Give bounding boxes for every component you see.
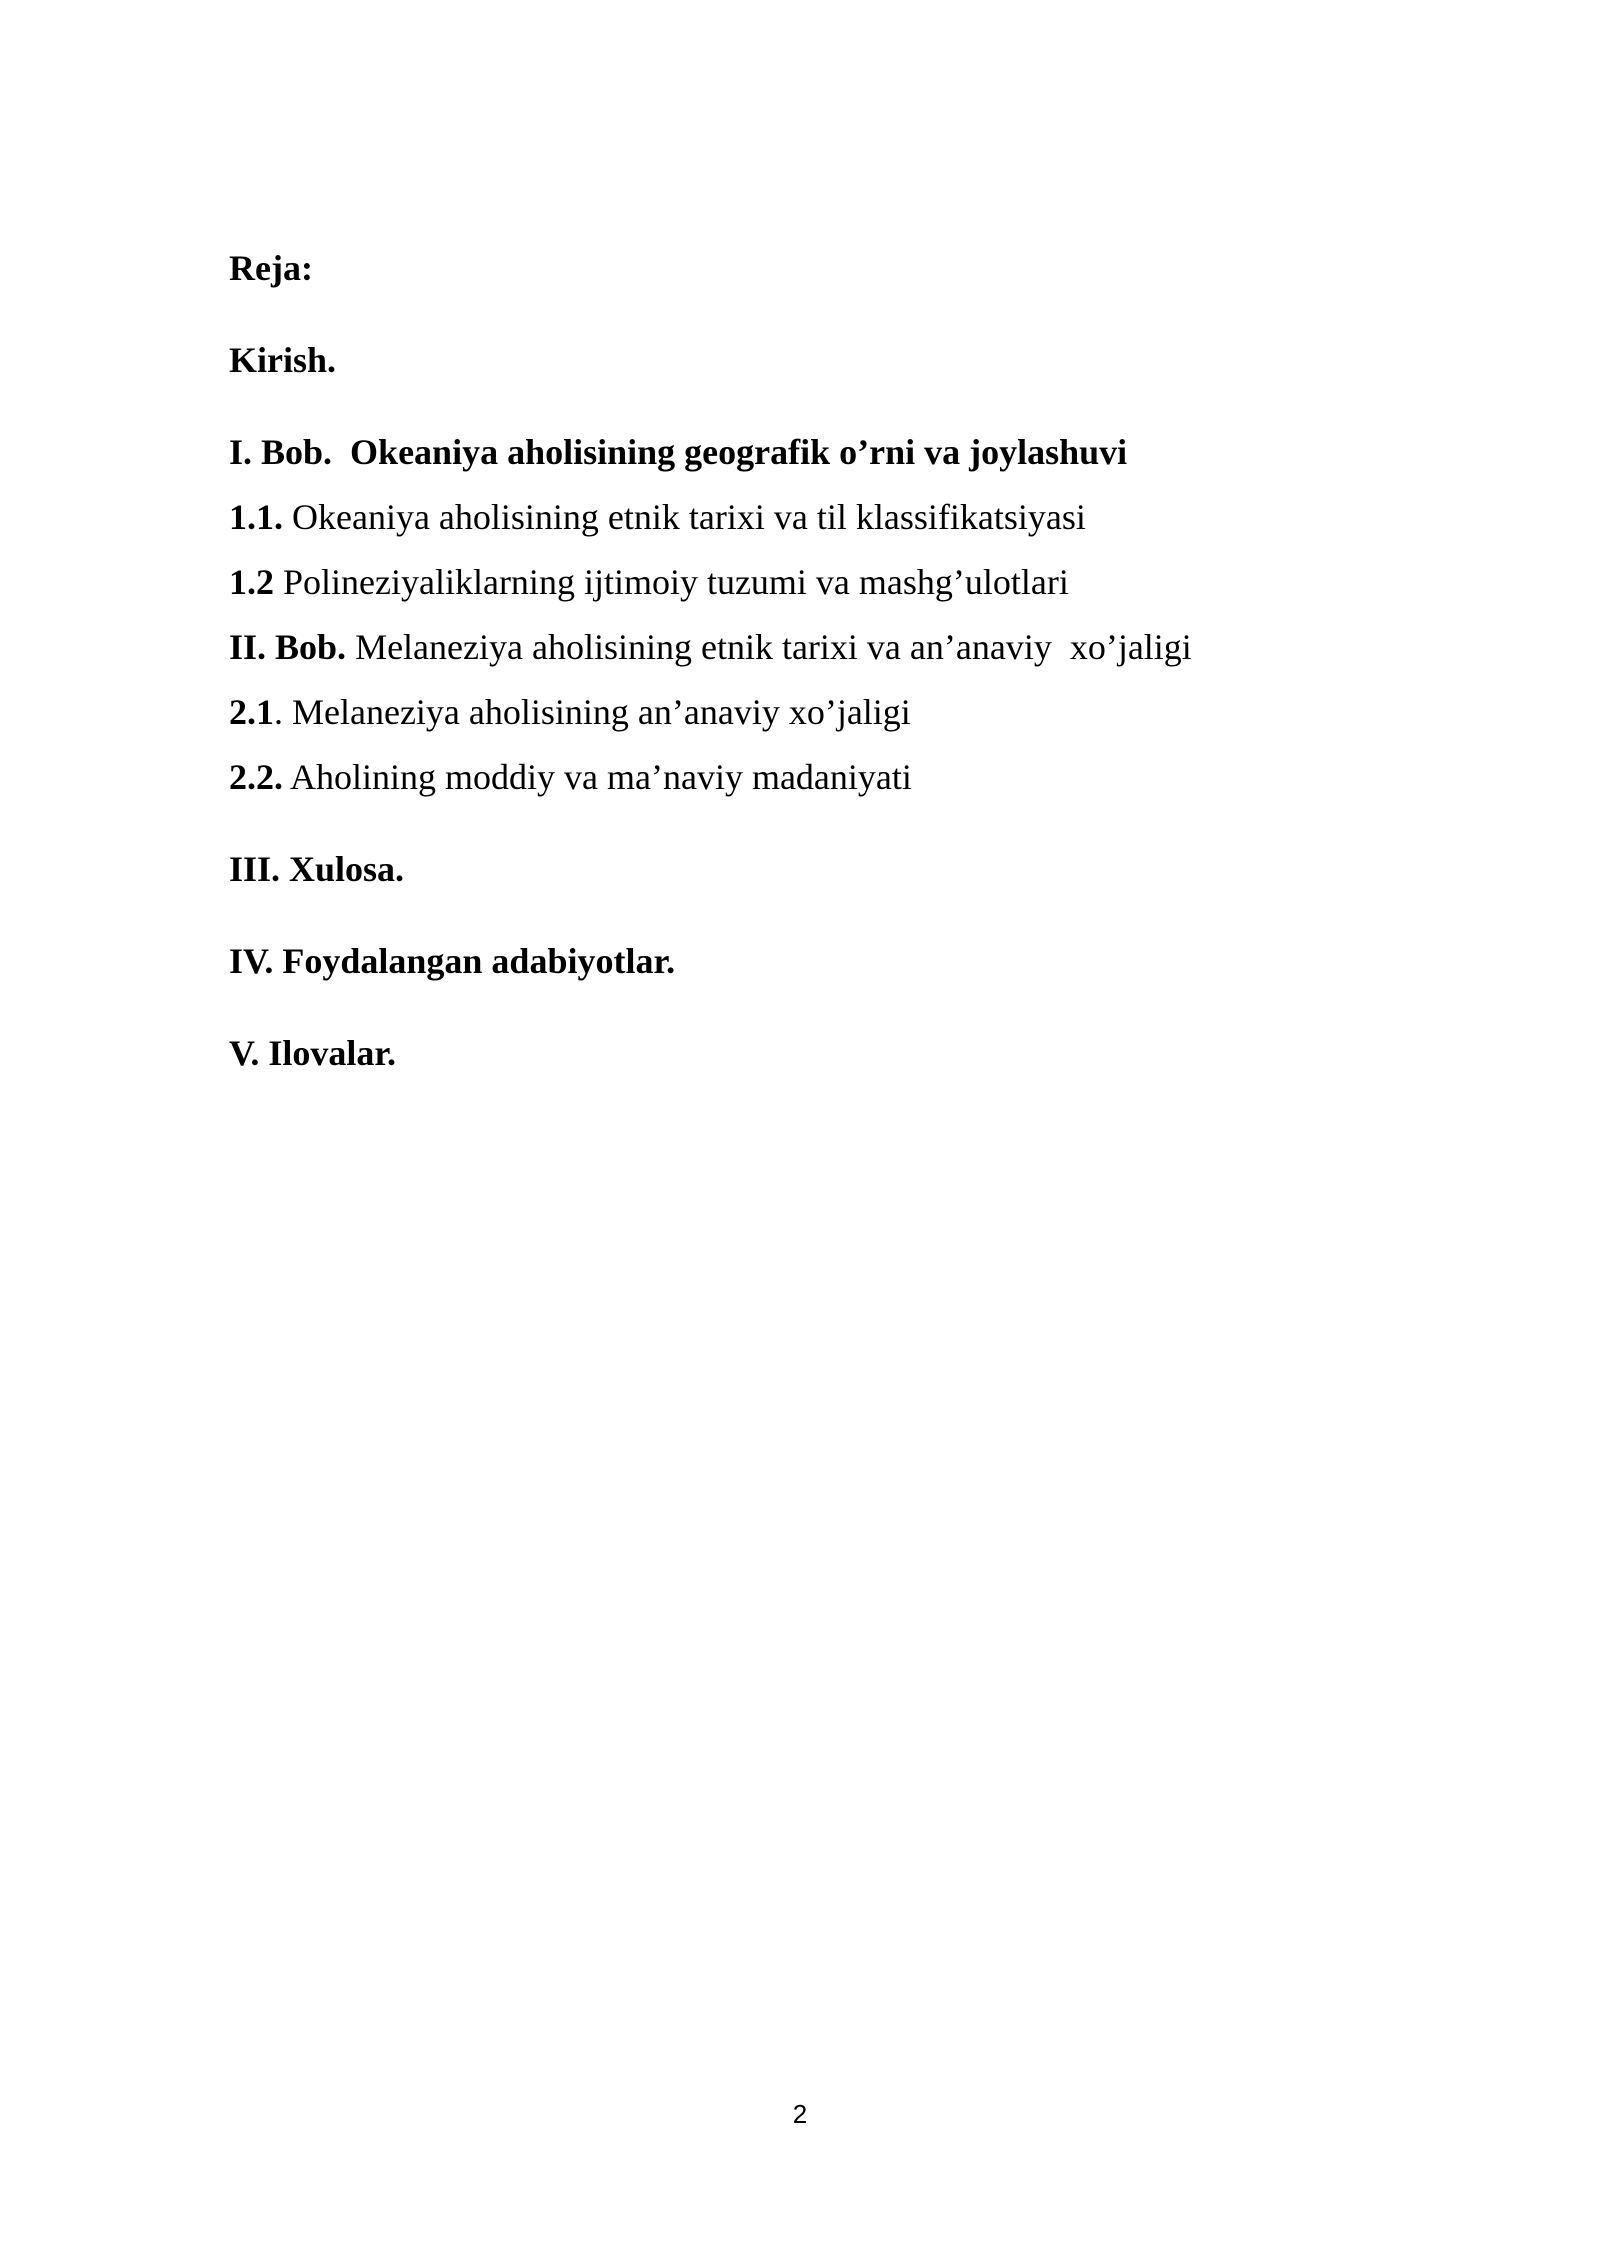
page-number: 2 <box>792 2099 808 2129</box>
toc-item-label: V. Ilovalar. <box>229 1033 397 1073</box>
toc-item-appendices <box>229 1031 396 1075</box>
toc-item-1-2 <box>229 560 1069 604</box>
toc-item-text: Okeaniya aholisining geografik o’rni va joylashuvi <box>332 432 1128 472</box>
toc-item-label: IV. Foydalangan adabiyotlar. <box>229 941 676 981</box>
toc-item-number: 1.2 <box>229 562 274 602</box>
toc-item-text: Aholining moddiy va ma’naviy madaniyati <box>283 757 912 797</box>
toc-item-conclusion <box>229 847 404 891</box>
toc-item-text: Polineziyaliklarning ijtimoiy tuzumi va mashg’ulotlari <box>274 562 1069 602</box>
toc-item-text: . Melaneziya aholisining an’anaviy xo’jaligi <box>274 692 911 732</box>
toc-item-introduction <box>229 338 336 382</box>
toc-item-2-2 <box>229 755 912 799</box>
toc-item-label: Kirish. <box>229 340 337 380</box>
toc-item-label: III. Xulosa. <box>229 849 405 889</box>
toc-item-2-1 <box>229 690 911 734</box>
toc-item-chapter-1 <box>229 430 1127 474</box>
toc-item-text: Melaneziya aholisining etnik tarixi va an’anaviy xo’jaligi <box>346 627 1192 667</box>
toc-item-number: II. Bob. <box>229 627 347 667</box>
toc-item-number: I. Bob. <box>229 432 333 472</box>
toc-title: Reja: <box>229 248 313 288</box>
toc-item-references <box>229 939 675 983</box>
toc-item-1-1 <box>229 495 1086 539</box>
toc-item-number: 2.1 <box>229 692 274 732</box>
toc-item-text: Okeaniya aholisining etnik tarixi va til klassifikatsiyasi <box>283 497 1086 537</box>
toc-item-number: 1.1. <box>229 497 283 537</box>
toc-item-chapter-2 <box>229 625 1192 669</box>
toc-item-number: 2.2. <box>229 757 283 797</box>
